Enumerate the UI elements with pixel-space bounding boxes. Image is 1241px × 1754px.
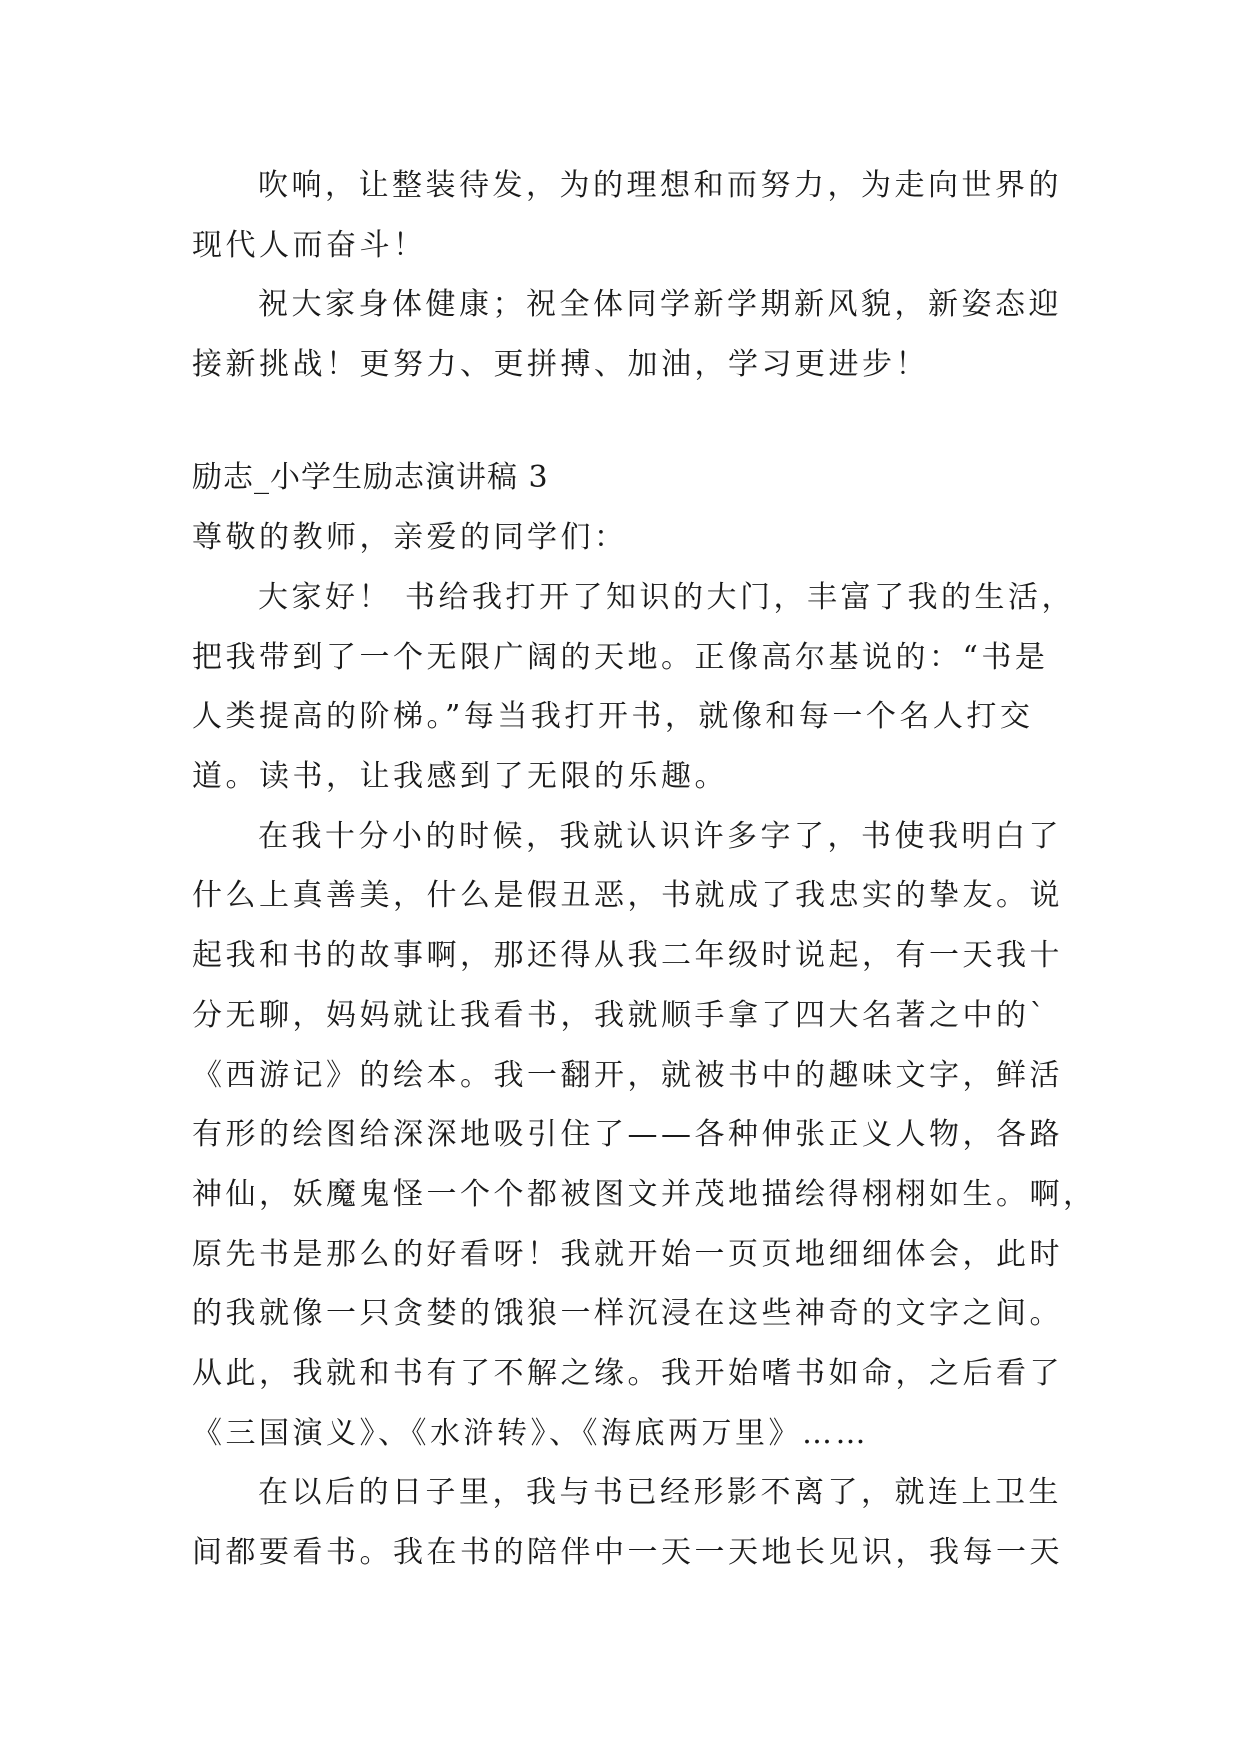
paragraph-line: 《西游记》的绘本。我一翻开，就被书中的趣味文字，鲜活 (192, 1058, 1063, 1093)
paragraph-line: 接新挑战！更努力、更拼搏、加油，学习更进步！ (192, 347, 929, 382)
paragraph-line: 道。读书，让我感到了无限的乐趣。 (192, 759, 728, 794)
paragraph-line: 在我十分小的时候，我就认识许多字了，书使我明白了 (258, 819, 1062, 854)
section-title: 励志_小学生励志演讲稿 3 (192, 460, 549, 495)
paragraph-line: 现代人而奋斗！ (192, 228, 427, 263)
paragraph-line: 把我带到了一个无限广阔的天地。正像高尔基说的：“书是 (192, 640, 1049, 675)
paragraph-line: 起我和书的故事啊，那还得从我二年级时说起，有一天我十 (192, 938, 1063, 973)
paragraph-line: 间都要看书。我在书的陪伴中一天一天地长见识，我每一天 (192, 1535, 1063, 1570)
paragraph-line: 分无聊，妈妈就让我看书，我就顺手拿了四大名著之中的` (192, 998, 1048, 1033)
paragraph-line: 有形的绘图给深深地吸引住了——各种伸张正义人物，各路 (192, 1117, 1063, 1152)
paragraph-line: 从此，我就和书有了不解之缘。我开始嗜书如命，之后看了 (192, 1356, 1063, 1391)
paragraph-line: 什么上真善美，什么是假丑恶，书就成了我忠实的挚友。说 (192, 878, 1063, 913)
paragraph-line: 《三国演义》、《水浒转》、《海底两万里》…… (192, 1416, 869, 1451)
paragraph-line: 原先书是那么的好看呀！我就开始一页页地细细体会，此时 (192, 1237, 1063, 1272)
paragraph-line: 大家好！ 书给我打开了知识的大门，丰富了我的生活， (258, 580, 1076, 615)
paragraph-line: 的我就像一只贪婪的饿狼一样沉浸在这些神奇的文字之间。 (192, 1296, 1063, 1331)
paragraph-line: 人类提高的阶梯。”每当我打开书，就像和每一个名人打交 (192, 699, 1034, 734)
paragraph-line: 祝大家身体健康；祝全体同学新学期新风貌，新姿态迎 (258, 287, 1062, 322)
paragraph-line: 吹响，让整装待发，为的理想和而努力，为走向世界的 (258, 168, 1062, 203)
paragraph-line: 神仙，妖魔鬼怪一个个都被图文并茂地描绘得栩栩如生。啊， (192, 1177, 1097, 1212)
paragraph-line: 在以后的日子里，我与书已经形影不离了，就连上卫生 (258, 1475, 1062, 1510)
salutation: 尊敬的教师，亲爱的同学们： (192, 520, 628, 555)
